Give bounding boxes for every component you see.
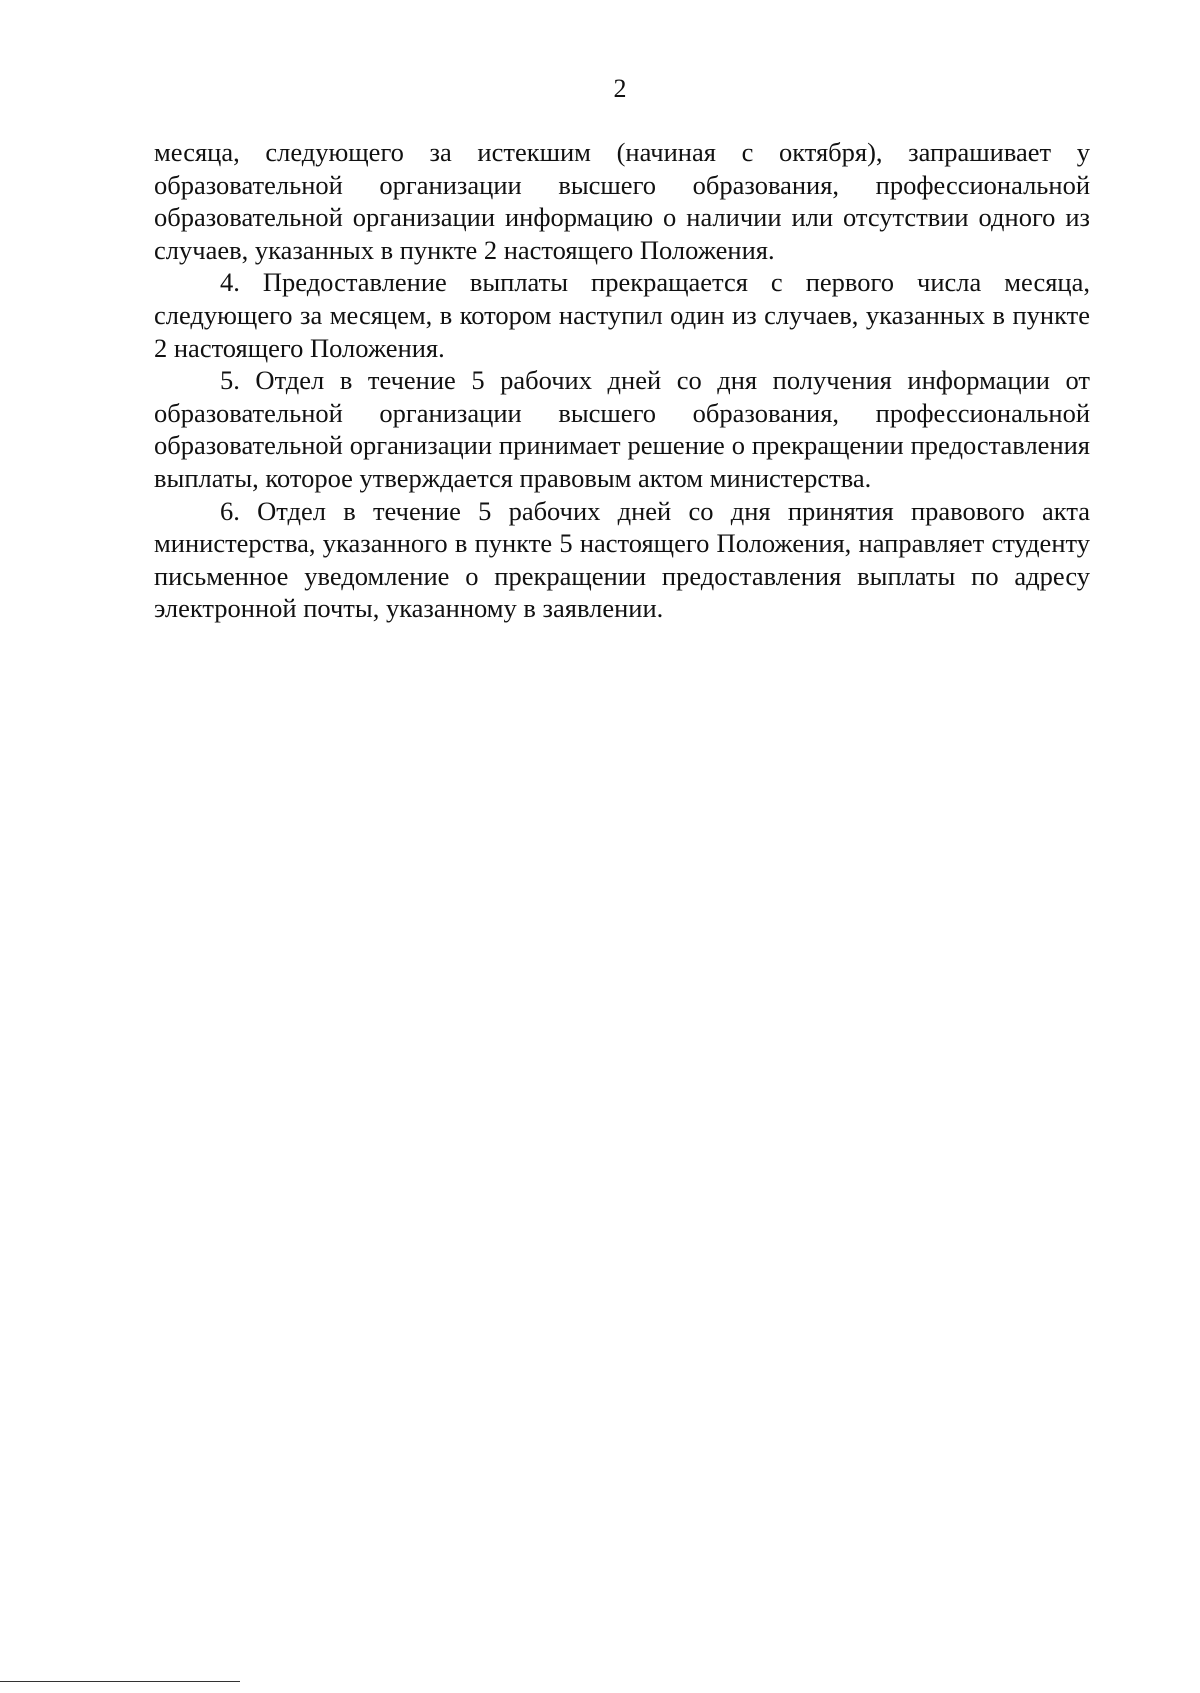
paragraph-item-6: 6. Отдел в течение 5 рабочих дней со дня принятия правового акта министерства, указанного в пункте 5 настоящего Положения, направляет студенту письменное уведомление о прекращении предоставления выплаты по адресу электронной почты, указанному в заявлении.: [154, 495, 1090, 624]
paragraph-continuation: месяца, следующего за истекшим (начиная с октября), запрашивает у образовательной организации высшего образования, профессиональной образовательной организации информацию о наличии или отсутствии одного из случаев, указанных в пункте 2 настоящего Положения.: [154, 137, 1090, 265]
footer-divider: [0, 1681, 240, 1682]
paragraph-item-5: 5. Отдел в течение 5 рабочих дней со дня получения информации от образовательной организации высшего образования, профессиональной образовательной организации принимает решение о прекращении предоставления выплаты, которое утверждается правовым актом министерства.: [154, 365, 1090, 493]
paragraph-item-4: 4. Предоставление выплаты прекращается с первого числа месяца, следующего за месяцем, в котором наступил один из случаев, указанных в пункте 2 настоящего Положения.: [154, 267, 1090, 363]
document-body: [154, 136, 1090, 625]
page-number: 2: [613, 74, 627, 103]
